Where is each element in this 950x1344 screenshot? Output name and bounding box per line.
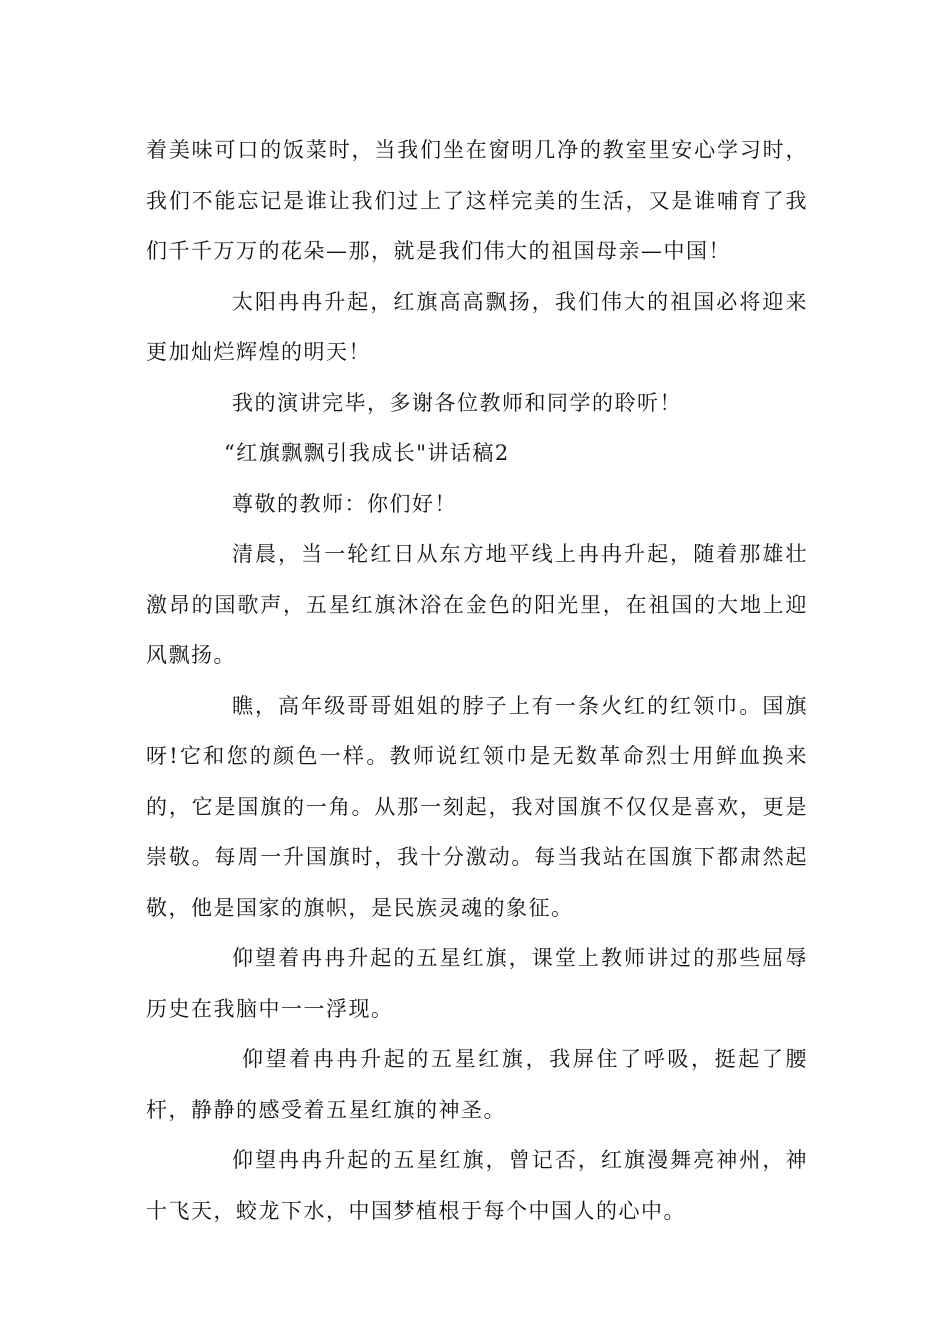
paragraph-continuation: 着美味可口的饭菜时，当我们坐在窗明几净的教室里安心学习时，我们不能忘记是谁让我们过上了这样完美的生活，又是谁哺育了我们千千万万的花朵—那，就是我们伟大的祖国母亲—中国！: [146, 138, 808, 263]
paragraph-china-dream: 仰望冉冉升起的五星红旗，曾记否，红旗漫舞亮神州，神十飞天，蛟龙下水，中国梦植根于每个中国人的心中。: [146, 1148, 808, 1223]
paragraph-sun-rising: 太阳冉冉升起，红旗高高飘扬，我们伟大的祖国必将迎来更加灿烂辉煌的明天！: [146, 289, 808, 364]
paragraph-greeting: 尊敬的教师：你们好！: [232, 491, 457, 516]
paragraph-history: 仰望着冉冉升起的五星红旗，课堂上教师讲过的那些屈辱历史在我脑中一一浮现。: [146, 946, 808, 1021]
paragraph-red-scarf: 瞧，高年级哥哥姐姐的脖子上有一条火红的红领巾。国旗呀!它和您的颜色一样。教师说红领巾是无数革命烈士用鲜血换来的，它是国旗的一角。从那一刻起，我对国旗不仅仅是喜欢，更是崇敬。每周一升国旗时，我十分激动。每当我站在国旗下都肃然起敬，他是国家的旗帜，是民族灵魂的象征。: [146, 693, 808, 920]
paragraph-breath: 仰望着冉冉升起的五星红旗，我屏住了呼吸，挺起了腰杆，静静的感受着五星红旗的神圣。: [146, 1047, 808, 1122]
paragraph-morning: 清晨，当一轮红日从东方地平线上冉冉升起，随着那雄壮激昂的国歌声，五星红旗沐浴在金色的阳光里，在祖国的大地上迎风飘扬。: [146, 542, 808, 667]
section-title: “红旗飘飘引我成长"讲话稿2: [224, 441, 510, 465]
paragraph-speech-end: 我的演讲完毕，多谢各位教师和同学的聆听！: [232, 390, 682, 415]
document-body: [146, 125, 808, 1236]
